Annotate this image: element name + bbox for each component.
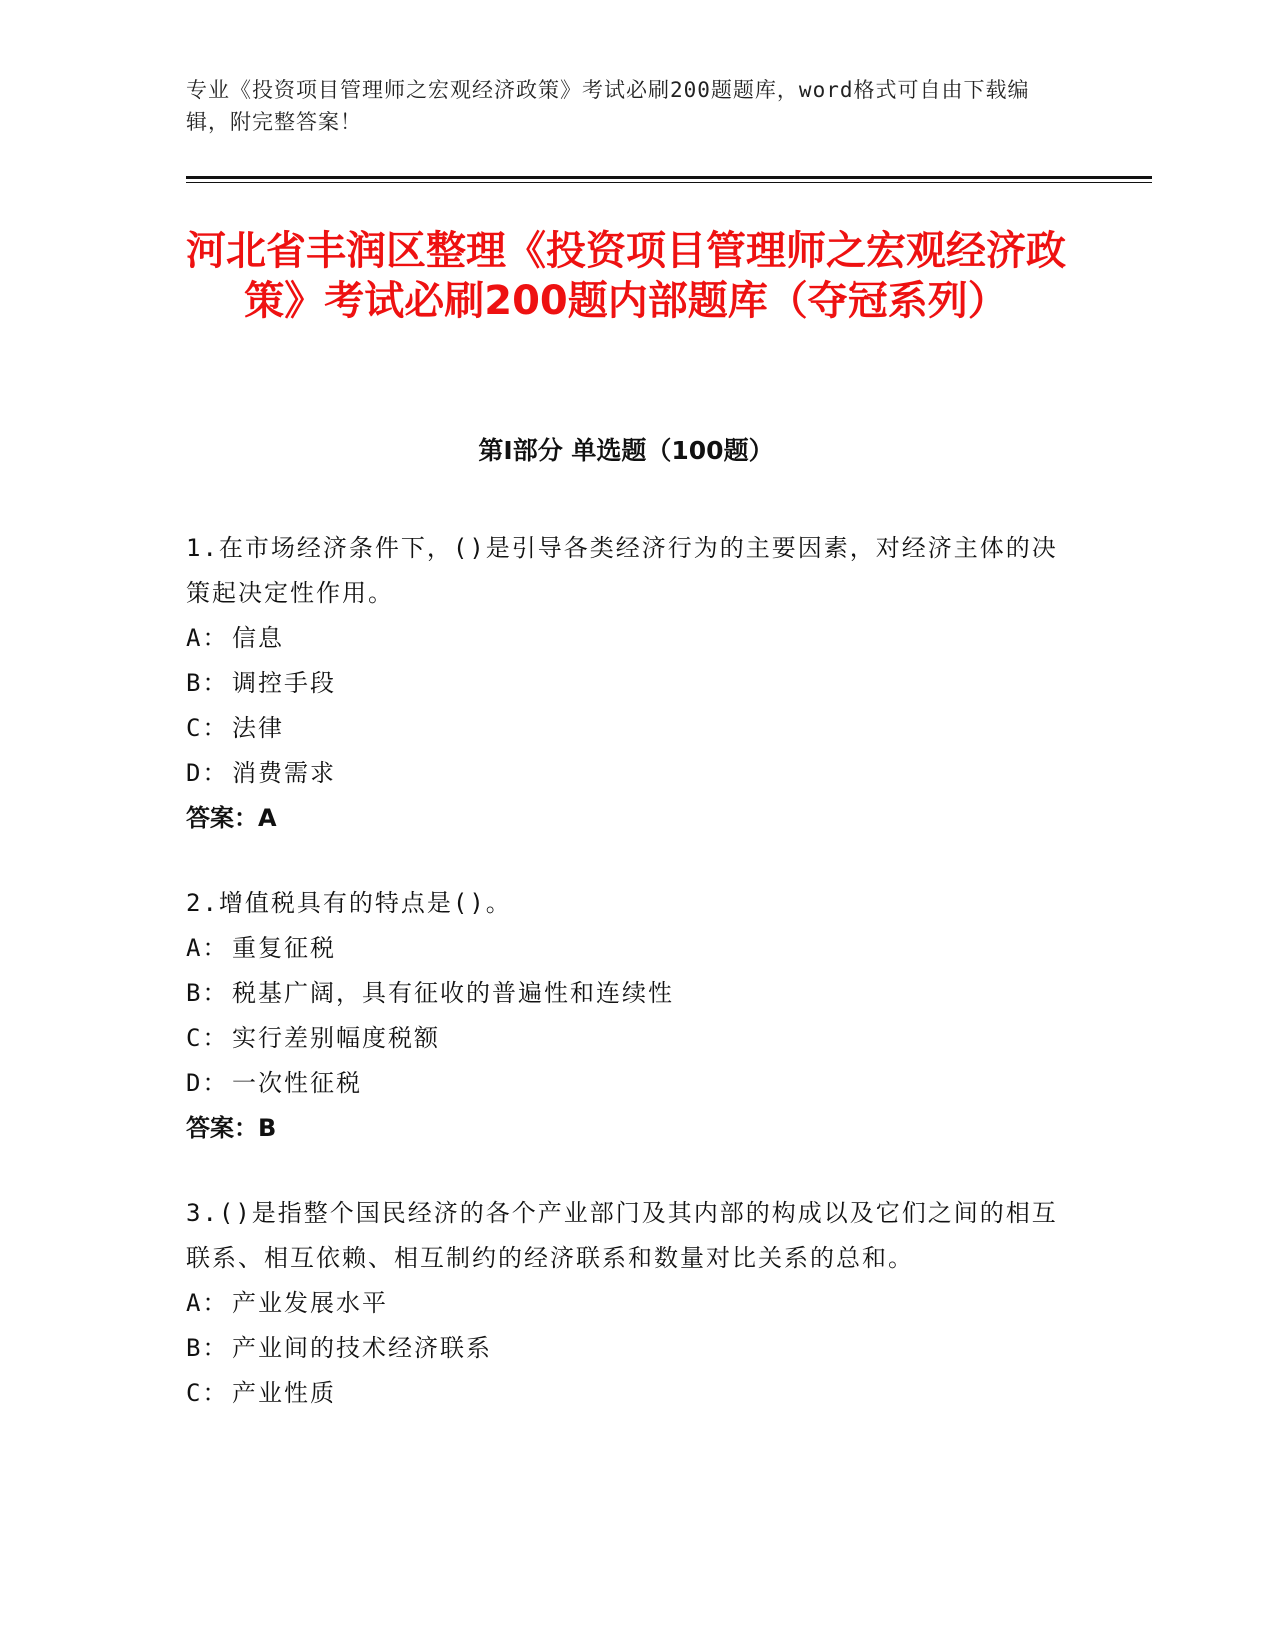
option-key: B：	[186, 669, 229, 697]
option-key: C：	[186, 714, 229, 742]
option-key: C：	[186, 1024, 229, 1052]
option-a	[186, 616, 1066, 661]
header-rule-thick	[186, 176, 1152, 179]
option-text: 税基广阔，具有征收的普遍性和连续性	[232, 979, 674, 1007]
option-text: 实行差别幅度税额	[232, 1024, 440, 1052]
section-heading: 第Ⅰ部分 单选题（100题）	[478, 436, 774, 465]
option-key: A：	[186, 624, 229, 652]
option-text: 一次性征税	[232, 1069, 362, 1097]
question-1	[186, 526, 1066, 841]
option-d	[186, 1061, 1066, 1106]
option-d	[186, 751, 1066, 796]
option-text: 调控手段	[232, 669, 336, 697]
document-title: 河北省丰润区整理《投资项目管理师之宏观经济政策》考试必刷200题内部题库（夺冠系列）	[186, 228, 1066, 324]
option-text: 信息	[232, 624, 284, 652]
option-a	[186, 1281, 1066, 1326]
option-b	[186, 661, 1066, 706]
option-text: 重复征税	[232, 934, 336, 962]
option-text: 法律	[232, 714, 284, 742]
answer: 答案：B	[186, 1114, 277, 1142]
option-c	[186, 1016, 1066, 1061]
question-list	[186, 526, 1066, 1456]
option-c	[186, 1371, 1066, 1416]
question-2	[186, 881, 1066, 1151]
option-a	[186, 926, 1066, 971]
option-b	[186, 1326, 1066, 1371]
option-key: D：	[186, 1069, 229, 1097]
question-stem: 1.在市场经济条件下，()是引导各类经济行为的主要因素，对经济主体的决策起决定性作用。	[186, 534, 1058, 607]
option-key: A：	[186, 1289, 229, 1317]
header-rule-thin	[186, 182, 1152, 183]
option-text: 消费需求	[232, 759, 336, 787]
option-key: A：	[186, 934, 229, 962]
option-b	[186, 971, 1066, 1016]
option-key: D：	[186, 759, 229, 787]
answer: 答案：A	[186, 804, 277, 832]
header-note: 专业《投资项目管理师之宏观经济政策》考试必刷200题题库，word格式可自由下载编辑，附完整答案！	[186, 78, 1030, 134]
option-key: B：	[186, 979, 229, 1007]
option-c	[186, 706, 1066, 751]
option-text: 产业发展水平	[232, 1289, 388, 1317]
option-key: B：	[186, 1334, 229, 1362]
option-text: 产业性质	[232, 1379, 336, 1407]
question-3	[186, 1191, 1066, 1416]
question-stem: 3.()是指整个国民经济的各个产业部门及其内部的构成以及它们之间的相互联系、相互依赖、相互制约的经济联系和数量对比关系的总和。	[186, 1199, 1058, 1272]
question-stem: 2.增值税具有的特点是()。	[186, 889, 512, 917]
option-text: 产业间的技术经济联系	[232, 1334, 492, 1362]
option-key: C：	[186, 1379, 229, 1407]
